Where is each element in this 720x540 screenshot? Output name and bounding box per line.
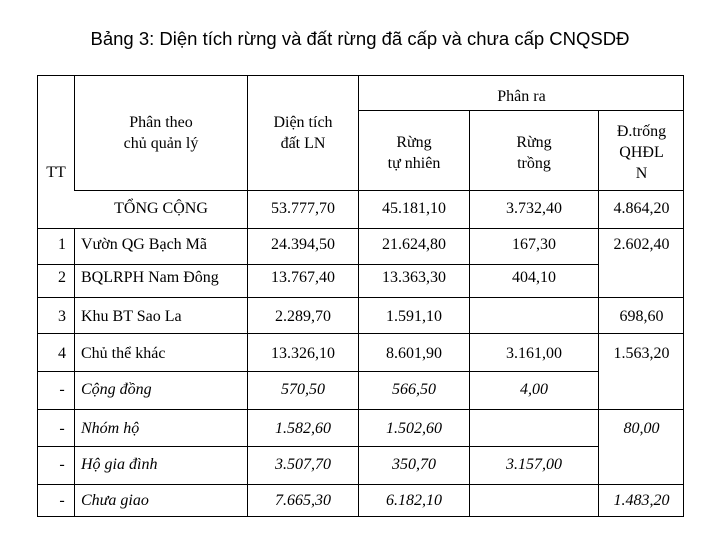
row-8-name: Chưa giao (81, 492, 149, 509)
header-area: Diện tích đất LN (273, 114, 333, 152)
row-8-area: 7.665,30 (275, 492, 331, 509)
rule-row-8 (38, 484, 684, 485)
row-2-tt: 2 (58, 269, 66, 286)
header-vacant: Đ.trống QHĐL N (616, 123, 667, 182)
row-6-tt: - (59, 420, 65, 437)
row-1-area: 24.394,50 (271, 236, 335, 253)
rule-under-breakdown (358, 110, 684, 111)
rule-col-tt-lower (74, 228, 75, 516)
rule-row-3 (38, 297, 684, 298)
row-5-planted: 4,00 (520, 381, 548, 398)
row-2-name: BQLRPH Nam Đông (81, 269, 219, 286)
row-5-tt: - (59, 381, 65, 398)
row-4-area: 13.326,10 (271, 345, 335, 362)
header-planted: Rừng trồng (516, 134, 552, 172)
row-7-area: 3.507,70 (275, 456, 331, 473)
row-7-planted: 3.157,00 (506, 456, 562, 473)
row-7-natural: 350,70 (392, 456, 436, 473)
rule-row-6 (38, 409, 684, 410)
row-2-planted: 404,10 (512, 269, 556, 286)
row-3-natural: 1.591,10 (386, 308, 442, 325)
row-1-planted: 167,30 (512, 236, 556, 253)
row-4-planted: 3.161,00 (506, 345, 562, 362)
row-7-name: Hộ gia đình (81, 456, 158, 473)
header-natural: Rừng tự nhiên (387, 134, 441, 172)
row-3-area: 2.289,70 (275, 308, 331, 325)
row-6-vacant: 80,00 (623, 420, 660, 437)
row-3-vacant: 698,60 (619, 308, 664, 325)
total-vacant: 4.864,20 (613, 200, 670, 217)
row-1-tt: 1 (58, 236, 66, 253)
row-7-tt: - (59, 456, 65, 473)
row-3-name: Khu BT Sao La (81, 308, 182, 325)
row-5-natural: 566,50 (392, 381, 436, 398)
rule-row-2 (38, 264, 598, 265)
rule-under-header (74, 190, 684, 191)
row-6-name: Nhóm hộ (81, 420, 140, 437)
row-2-area: 13.767,40 (271, 269, 335, 286)
row-5-area: 570,50 (281, 381, 325, 398)
total-natural: 45.181,10 (382, 200, 446, 217)
header-owner: Phân theo chủ quản lý (123, 114, 199, 152)
rule-row-1 (38, 228, 684, 229)
row-3-tt: 3 (58, 308, 66, 325)
table-caption: Bảng 3: Diện tích rừng và đất rừng đã cấp và chưa cấp CNQSDĐ (90, 28, 630, 49)
row-6-area: 1.582,60 (275, 420, 331, 437)
row-1-vacant: 2.602,40 (613, 236, 670, 253)
header-tt: TT (46, 164, 66, 181)
header-breakdown: Phân ra (497, 88, 546, 105)
row-4-vacant: 1.563,20 (613, 345, 670, 362)
total-label: TỔNG CỘNG (114, 200, 208, 217)
row-1-name: Vườn QG Bạch Mã (81, 236, 207, 253)
rule-row-5 (38, 371, 598, 372)
row-1-natural: 21.624,80 (382, 236, 446, 253)
row-6-natural: 1.502,60 (386, 420, 442, 437)
rule-row-4 (38, 333, 684, 334)
row-5-name: Cộng đồng (81, 381, 152, 398)
row-4-tt: 4 (58, 345, 66, 362)
row-8-natural: 6.182,10 (386, 492, 442, 509)
rule-row-7 (38, 446, 598, 447)
row-8-vacant: 1.483,20 (613, 492, 670, 509)
row-4-name: Chủ thể khác (81, 345, 166, 362)
row-2-natural: 13.363,30 (382, 269, 446, 286)
total-area: 53.777,70 (271, 200, 335, 217)
row-4-natural: 8.601,90 (386, 345, 442, 362)
total-planted: 3.732,40 (506, 200, 562, 217)
row-8-tt: - (59, 492, 65, 509)
forest-area-table (37, 75, 684, 517)
